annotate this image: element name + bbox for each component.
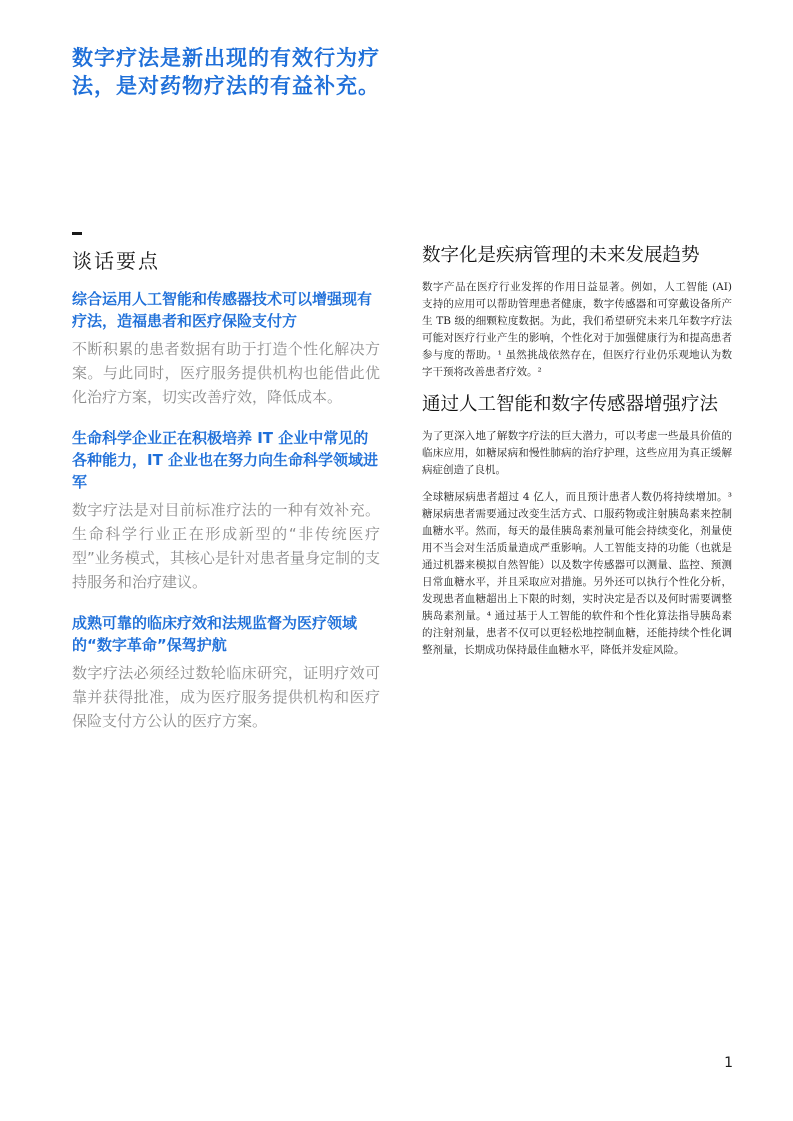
paragraph: 数字产品在医疗行业发挥的作用日益显著。例如，人工智能 (AI) 支持的应用可以帮助管理患者健康，数字传感器和可穿戴设备所产生 TB 级的细颗粒度数据。为此，我们希望研究未来几年数字疗法可能对医疗行业产生的影响，个性化对于加强健康行为和提高患者参与度的帮助。¹ 虽然挑战依然存在，但医疗行业仍乐观地认为数字干预将改善患者疗效。² — [422, 281, 732, 378]
section-title: 通过人工智能和数字传感器增强疗法 — [422, 394, 719, 415]
section-digital-future — [422, 242, 732, 381]
talking-point-body: 数字疗法是对目前标准疗法的一种有效补充。生命科学行业正在形成新型的“非传统医疗型”业务模式，其核心是针对患者量身定制的支持服务和治疗建议。 — [72, 501, 380, 591]
talking-points — [72, 232, 380, 751]
talking-point-heading: 生命科学企业正在积极培养 IT 企业中常见的各种能力，IT 企业也在努力向生命科学领域进军 — [72, 429, 379, 491]
talking-point-body: 数字疗法必须经过数轮临床研究，证明疗效可靠并获得批准，成为医疗服务提供机构和医疗保险支付方公认的医疗方案。 — [72, 664, 380, 730]
talking-point — [72, 612, 380, 733]
section-ai-sensors — [422, 391, 732, 659]
talking-point — [72, 288, 380, 409]
talking-point — [72, 427, 380, 594]
page-number: 1 — [724, 1055, 733, 1071]
talking-point-heading: 综合运用人工智能和传感器技术可以增强现有疗法，造福患者和医疗保险支付方 — [72, 290, 373, 330]
hero-title: 数字疗法是新出现的有效行为疗法，是对药物疗法的有益补充。 — [72, 45, 380, 98]
section-dash — [72, 232, 82, 235]
main-column — [422, 242, 732, 669]
talking-point-heading: 成熟可靠的临床疗效和法规监督为医疗领域的“数字革命”保驾护航 — [72, 614, 358, 654]
paragraph: 为了更深入地了解数字疗法的巨大潜力，可以考虑一些最具价值的临床应用，如糖尿病和慢性肺病的治疗护理，这些应用为真正缓解病症创造了良机。 — [422, 430, 732, 476]
paragraph: 全球糖尿病患者超过 4 亿人，而且预计患者人数仍将持续增加。³ 糖尿病患者需要通过改变生活方式、口服药物或注射胰岛素来控制血糖水平。然而，每天的最佳胰岛素剂量可能会持续变化，剂量使用不当会对生活质量造成严重影响。人工智能支持的功能（也就是通过机器来模拟自然智能）以及数字传感器可以测量、监控、预测日常血糖水平，并且采取应对措施。另外还可以执行个性化分析，发现患者血糖超出上下限的时刻，实时决定是否以及何时需要调整胰岛素剂量。⁴ 通过基于人工智能的软件和个性化算法指导胰岛素的注射剂量，患者不仅可以更轻松地控制血糖，还能持续个性化调整剂量，长期成功保持最佳血糖水平，降低并发症风险。 — [422, 491, 732, 656]
talking-points-title: 谈话要点 — [72, 249, 160, 273]
section-title: 数字化是疾病管理的未来发展趋势 — [422, 245, 700, 266]
talking-point-body: 不断积累的患者数据有助于打造个性化解决方案。与此同时，医疗服务提供机构也能借此优化治疗方案，切实改善疗效，降低成本。 — [72, 340, 380, 406]
